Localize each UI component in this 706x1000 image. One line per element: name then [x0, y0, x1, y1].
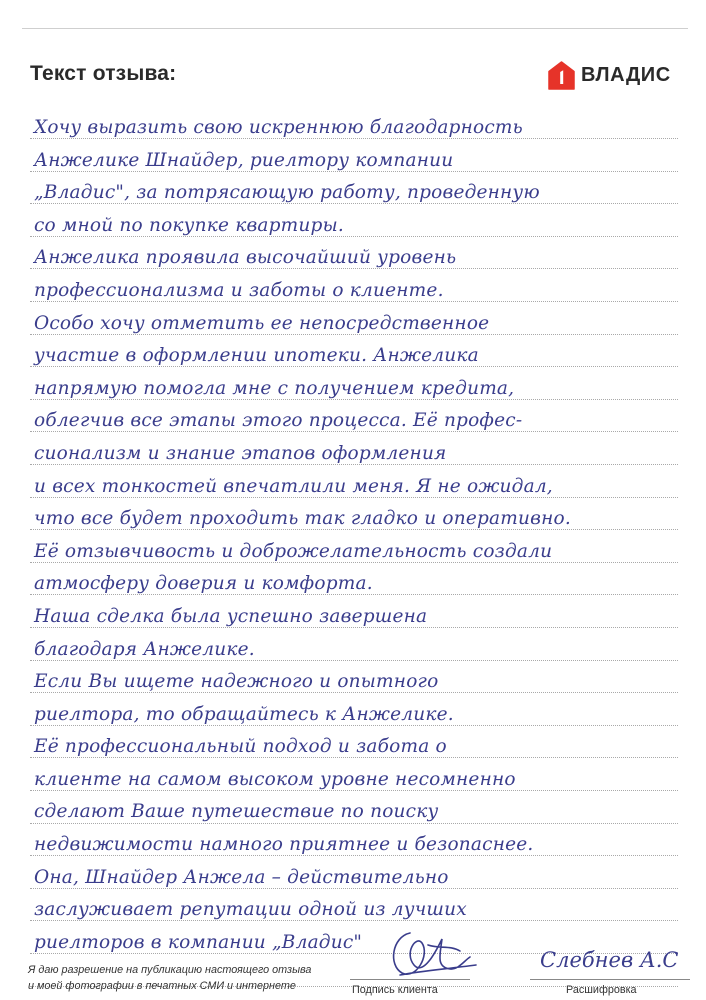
- brand-name: ВЛАДИС: [581, 63, 671, 86]
- review-line: сионализм и знание этапов оформления: [34, 442, 447, 464]
- signature-label: Подпись клиента: [352, 984, 438, 996]
- review-line: заслуживает репутации одной из лучших: [34, 899, 467, 921]
- review-text: [34, 112, 679, 959]
- consent-line-1: Я даю разрешение на публикацию настоящего отзыва: [28, 964, 312, 976]
- client-name-handwritten: Слебнев А.С: [540, 948, 679, 972]
- review-line: профессионализма и заботы о клиенте.: [34, 279, 444, 301]
- review-line: Если Вы ищете надежного и опытного: [34, 671, 439, 693]
- review-line: недвижимости намного приятнее и безопаснее.: [34, 834, 534, 856]
- review-line: благодаря Анжелике.: [34, 638, 255, 660]
- review-line: Анжелике Шнайдер, риелтору компании: [34, 149, 454, 171]
- review-line: участие в оформлении ипотеки. Анжелика: [34, 345, 479, 367]
- review-line: риелторов в компании „Владис": [34, 931, 363, 953]
- review-line: Её профессиональный подход и забота о: [34, 736, 447, 758]
- review-line: атмосферу доверия и комфорта.: [34, 573, 373, 595]
- name-label: Расшифровка: [566, 984, 637, 996]
- review-line: Анжелика проявила высочайший уровень: [34, 247, 457, 269]
- review-line: со мной по покупке квартиры.: [34, 214, 344, 236]
- review-line: Наша сделка была успешно завершена: [34, 605, 428, 627]
- review-line: риелтора, то обращайтесь к Анжелике.: [34, 703, 454, 725]
- client-signature: [380, 925, 480, 985]
- review-line: что все будет проходить так гладко и оперативно.: [34, 508, 571, 530]
- review-line: напрямую помогла мне с получением кредита,: [34, 377, 515, 399]
- brand-logo: [548, 60, 671, 90]
- review-line: и всех тонкостей впечатлили меня. Я не ожидал,: [34, 475, 553, 497]
- review-line: Её отзывчивость и доброжелательность создали: [34, 540, 553, 562]
- house-logo-icon: [548, 61, 575, 90]
- review-line: сделают Ваше путешествие по поиску: [34, 801, 439, 823]
- signature-line: [350, 979, 470, 980]
- consent-line-2: и моей фотографии в печатных СМИ и интернете: [28, 980, 296, 992]
- name-line: [530, 979, 690, 980]
- review-line: Особо хочу отметить ее непосредственное: [34, 312, 490, 334]
- consent-text: [28, 962, 358, 994]
- review-line: „Владис", за потрясающую работу, проведенную: [34, 182, 540, 204]
- review-line: Хочу выразить свою искреннюю благодарность: [34, 117, 523, 138]
- review-line: Она, Шнайдер Анжела – действительно: [34, 866, 449, 888]
- top-divider: [22, 28, 688, 29]
- form-title: Текст отзыва:: [30, 62, 177, 85]
- review-line: клиенте на самом высоком уровне несомненно: [34, 768, 516, 790]
- review-line: облегчив все этапы этого процесса. Её профес-: [34, 410, 523, 432]
